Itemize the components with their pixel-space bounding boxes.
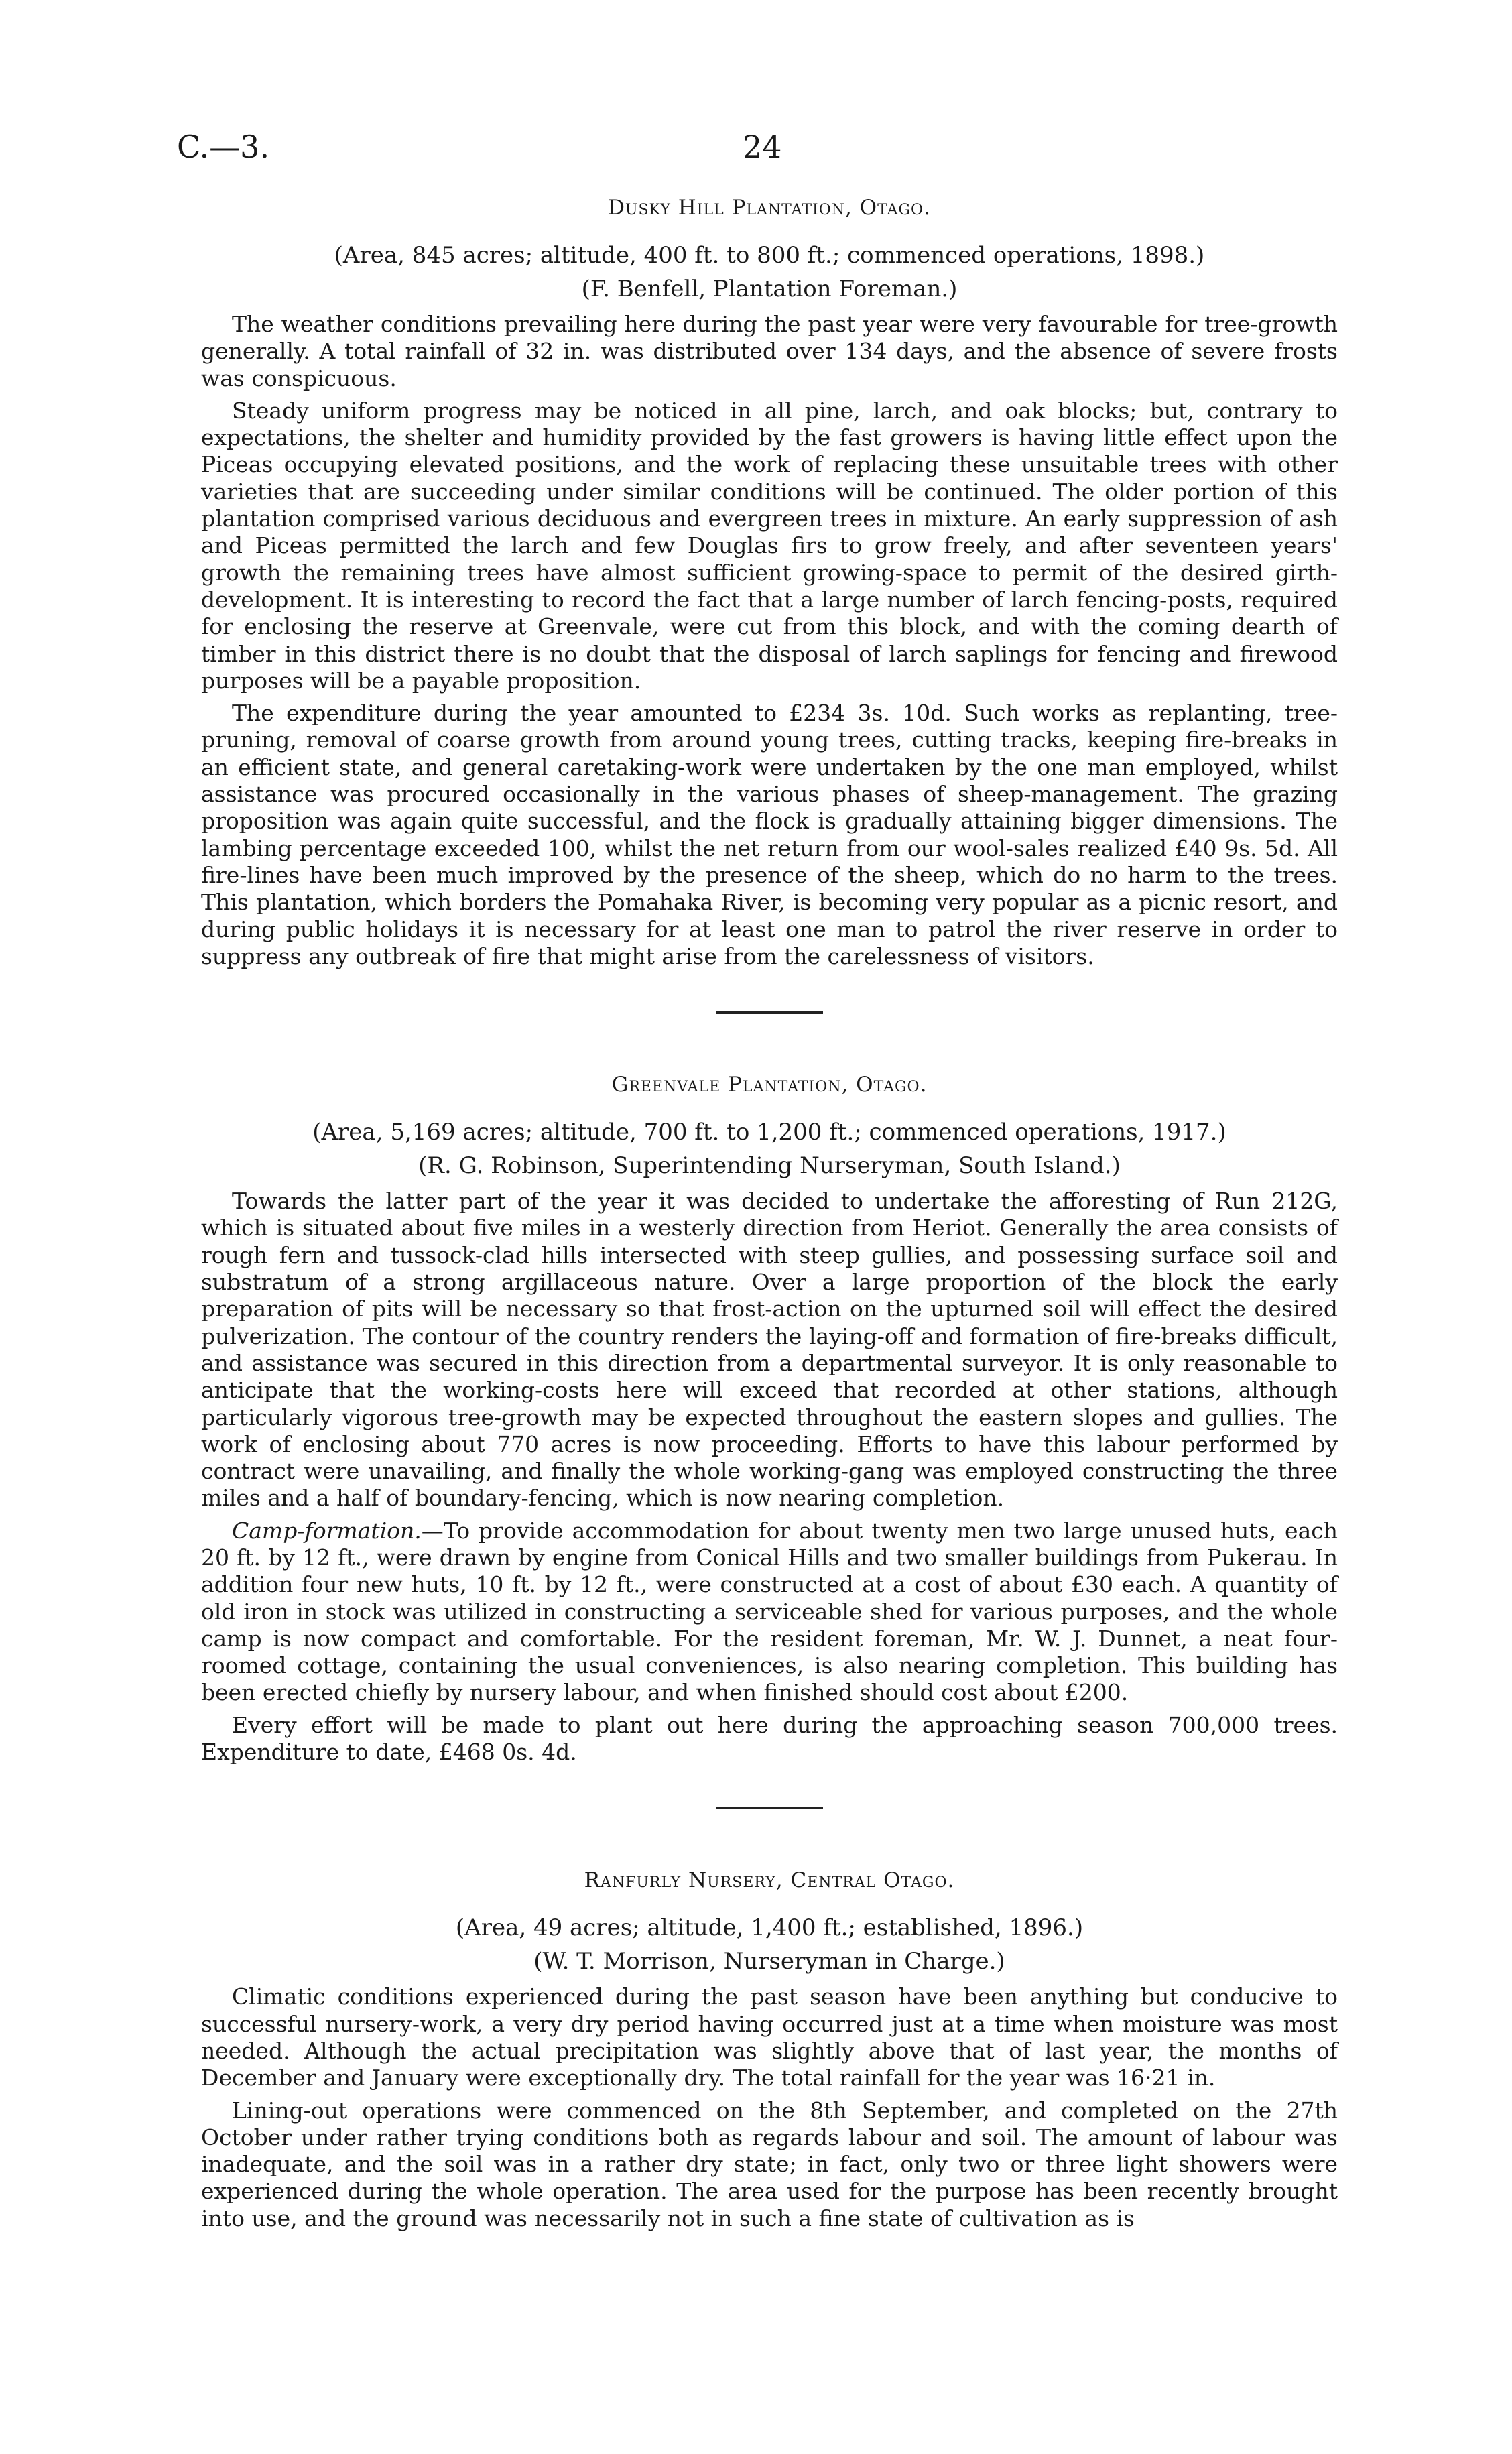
section-details: (Area, 5,169 acres; altitude, 700 ft. to 1,200 ft.; commenced operations, 1917.) [312,1119,1226,1146]
camp-formation-text: To provide accommodation for about twenty men two large unused huts, each 20 ft. by 12 ft., were drawn by engine from Conical Hills and two smaller buildings from Pukerau. In addition four new huts, 10 ft. by 12 ft., were constructed at a cost of about £30 each. A quantity of old iron in stock was utilized in constructing a serviceable shed for various purposes, and the whole camp is now compact and comfortable. For the resident foreman, Mr. W. J. Dunnet, a neat four-roomed cottage, containing the usual conveniences, is also nearing completion. This building has been erected chiefly by nursery labour, and when finished should cost about £200. [201,1517,1338,1706]
section-divider [716,1011,823,1014]
section-officer: (W. T. Morrison, Nurseryman in Charge.) [533,1948,1005,1975]
section-title: Dusky Hill Plantation, Otago. [608,196,931,220]
section-greenvale [201,1071,1338,1766]
section-details: (Area, 49 acres; altitude, 1,400 ft.; established, 1896.) [455,1914,1084,1942]
paragraph: Steady uniform progress may be noticed in all pine, larch, and oak blocks; but, contrary to expectations, the shelter and humidity provided by the fast growers is having little effect upon the Piceas occupying elevated positions, and the work of replacing these unsuitable trees with other varieties that are succeeding under similar conditions will be continued. The older portion of this plantation comprised various deciduous and evergreen trees in mixture. An early suppression of ash and Piceas permitted the larch and few Douglas firs to grow freely, and after seventeen years' growth the remaining trees have almost sufficient growing-space to permit of the desired girth-development. It is interesting to record the fact that a large number of larch fencing-posts, required for enclosing the reserve at Greenvale, were cut from this block, and with the coming dearth of timber in this district there is no doubt that the disposal of larch saplings for fencing and firewood purposes will be a payable proposition. [201,397,1338,694]
section-officer: (R. G. Robinson, Superintending Nurseryman, South Island.) [418,1152,1121,1180]
report-reference: C.—3. [177,129,270,165]
section-title: Greenvale Plantation, Otago. [611,1072,928,1097]
paragraph: Lining-out operations were commenced on the 8th September, and completed on the 27th October under rather trying conditions both as regards labour and soil. The amount of labour was inadequate, and the soil was in a rather dry state; in fact, only two or three light showers were experienced during the whole operation. The area used for the purpose has been recently brought into use, and the ground was necessarily not in such a fine state of cultivation as is [201,2097,1338,2231]
paragraph: Every effort will be made to plant out here during the approaching season 700,000 trees. Expenditure to date, £468 0s. 4d. [201,1711,1338,1766]
report-body [201,194,1338,2232]
section-officer: (F. Benfell, Plantation Foreman.) [581,275,958,302]
paragraph: The expenditure during the year amounted to £234 3s. 10d. Such works as replanting, tree-pruning, removal of coarse growth from around young trees, cutting tracks, keeping fire-breaks in an efficient state, and general caretaking-work were undertaken by the one man employed, whilst assistance was procured occasionally in the various phases of sheep-management. The grazing proposition was again quite successful, and the flock is gradually attaining bigger dimensions. The lambing percentage exceeded 100, whilst the net return from our wool-sales realized £40 9s. 5d. All fire-lines have been much improved by the presence of the sheep, which do no harm to the trees. This plantation, which borders the Pomahaka River, is becoming very popular as a picnic resort, and during public holidays it is necessary for at least one man to patrol the river reserve in order to suppress any outbreak of fire that might arise from the carelessness of visitors. [201,700,1338,969]
paragraph: The weather conditions prevailing here during the past year were very favourable for tree-growth generally. A total rainfall of 32 in. was distributed over 134 days, and the absence of severe frosts was conspicuous. [201,311,1338,391]
section-details: (Area, 845 acres; altitude, 400 ft. to 800 ft.; commenced operations, 1898.) [334,242,1205,269]
camp-formation-heading: Camp-formation. [232,1517,422,1544]
section-title: Ranfurly Nursery, Central Otago. [584,1868,955,1893]
section-divider [716,1807,823,1809]
paragraph: Towards the latter part of the year it was decided to undertake the afforesting of Run 212G, which is situated about five miles in a westerly direction from Heriot. Generally the area consists of rough fern and tussock-clad hills intersected with steep gullies, and possessing surface soil and substratum of a strong argillaceous nature. Over a large proportion of the block the early preparation of pits will be necessary so that frost-action on the upturned soil will effect the desired pulverization. The contour of the country renders the laying-off and formation of fire-breaks difficult, and assistance was secured in this direction from a departmental surveyor. It is only reasonable to anticipate that the working-costs here will exceed that recorded at other stations, although particularly vigorous tree-growth may be expected throughout the eastern slopes and gullies. The work of enclosing about 770 acres is now proceeding. Efforts to have this labour performed by contract were unavailing, and finally the whole working-gang was employed constructing the three miles and a half of boundary-fencing, which is now nearing completion. [201,1188,1338,1512]
section-ranfurly [201,1867,1338,2232]
camp-formation-dash: — [421,1517,444,1544]
page-number: 24 [743,129,782,165]
paragraph: Climatic conditions experienced during the past season have been anything but conducive to successful nursery-work, a very dry period having occurred just at a time when moisture was most needed. Although the actual precipitation was slightly above that of last year, the months of December and January were exceptionally dry. The total rainfall for the year was 16·21 in. [201,1983,1338,2091]
paragraph-camp-formation [201,1518,1338,1707]
section-dusky-hill [201,194,1338,970]
